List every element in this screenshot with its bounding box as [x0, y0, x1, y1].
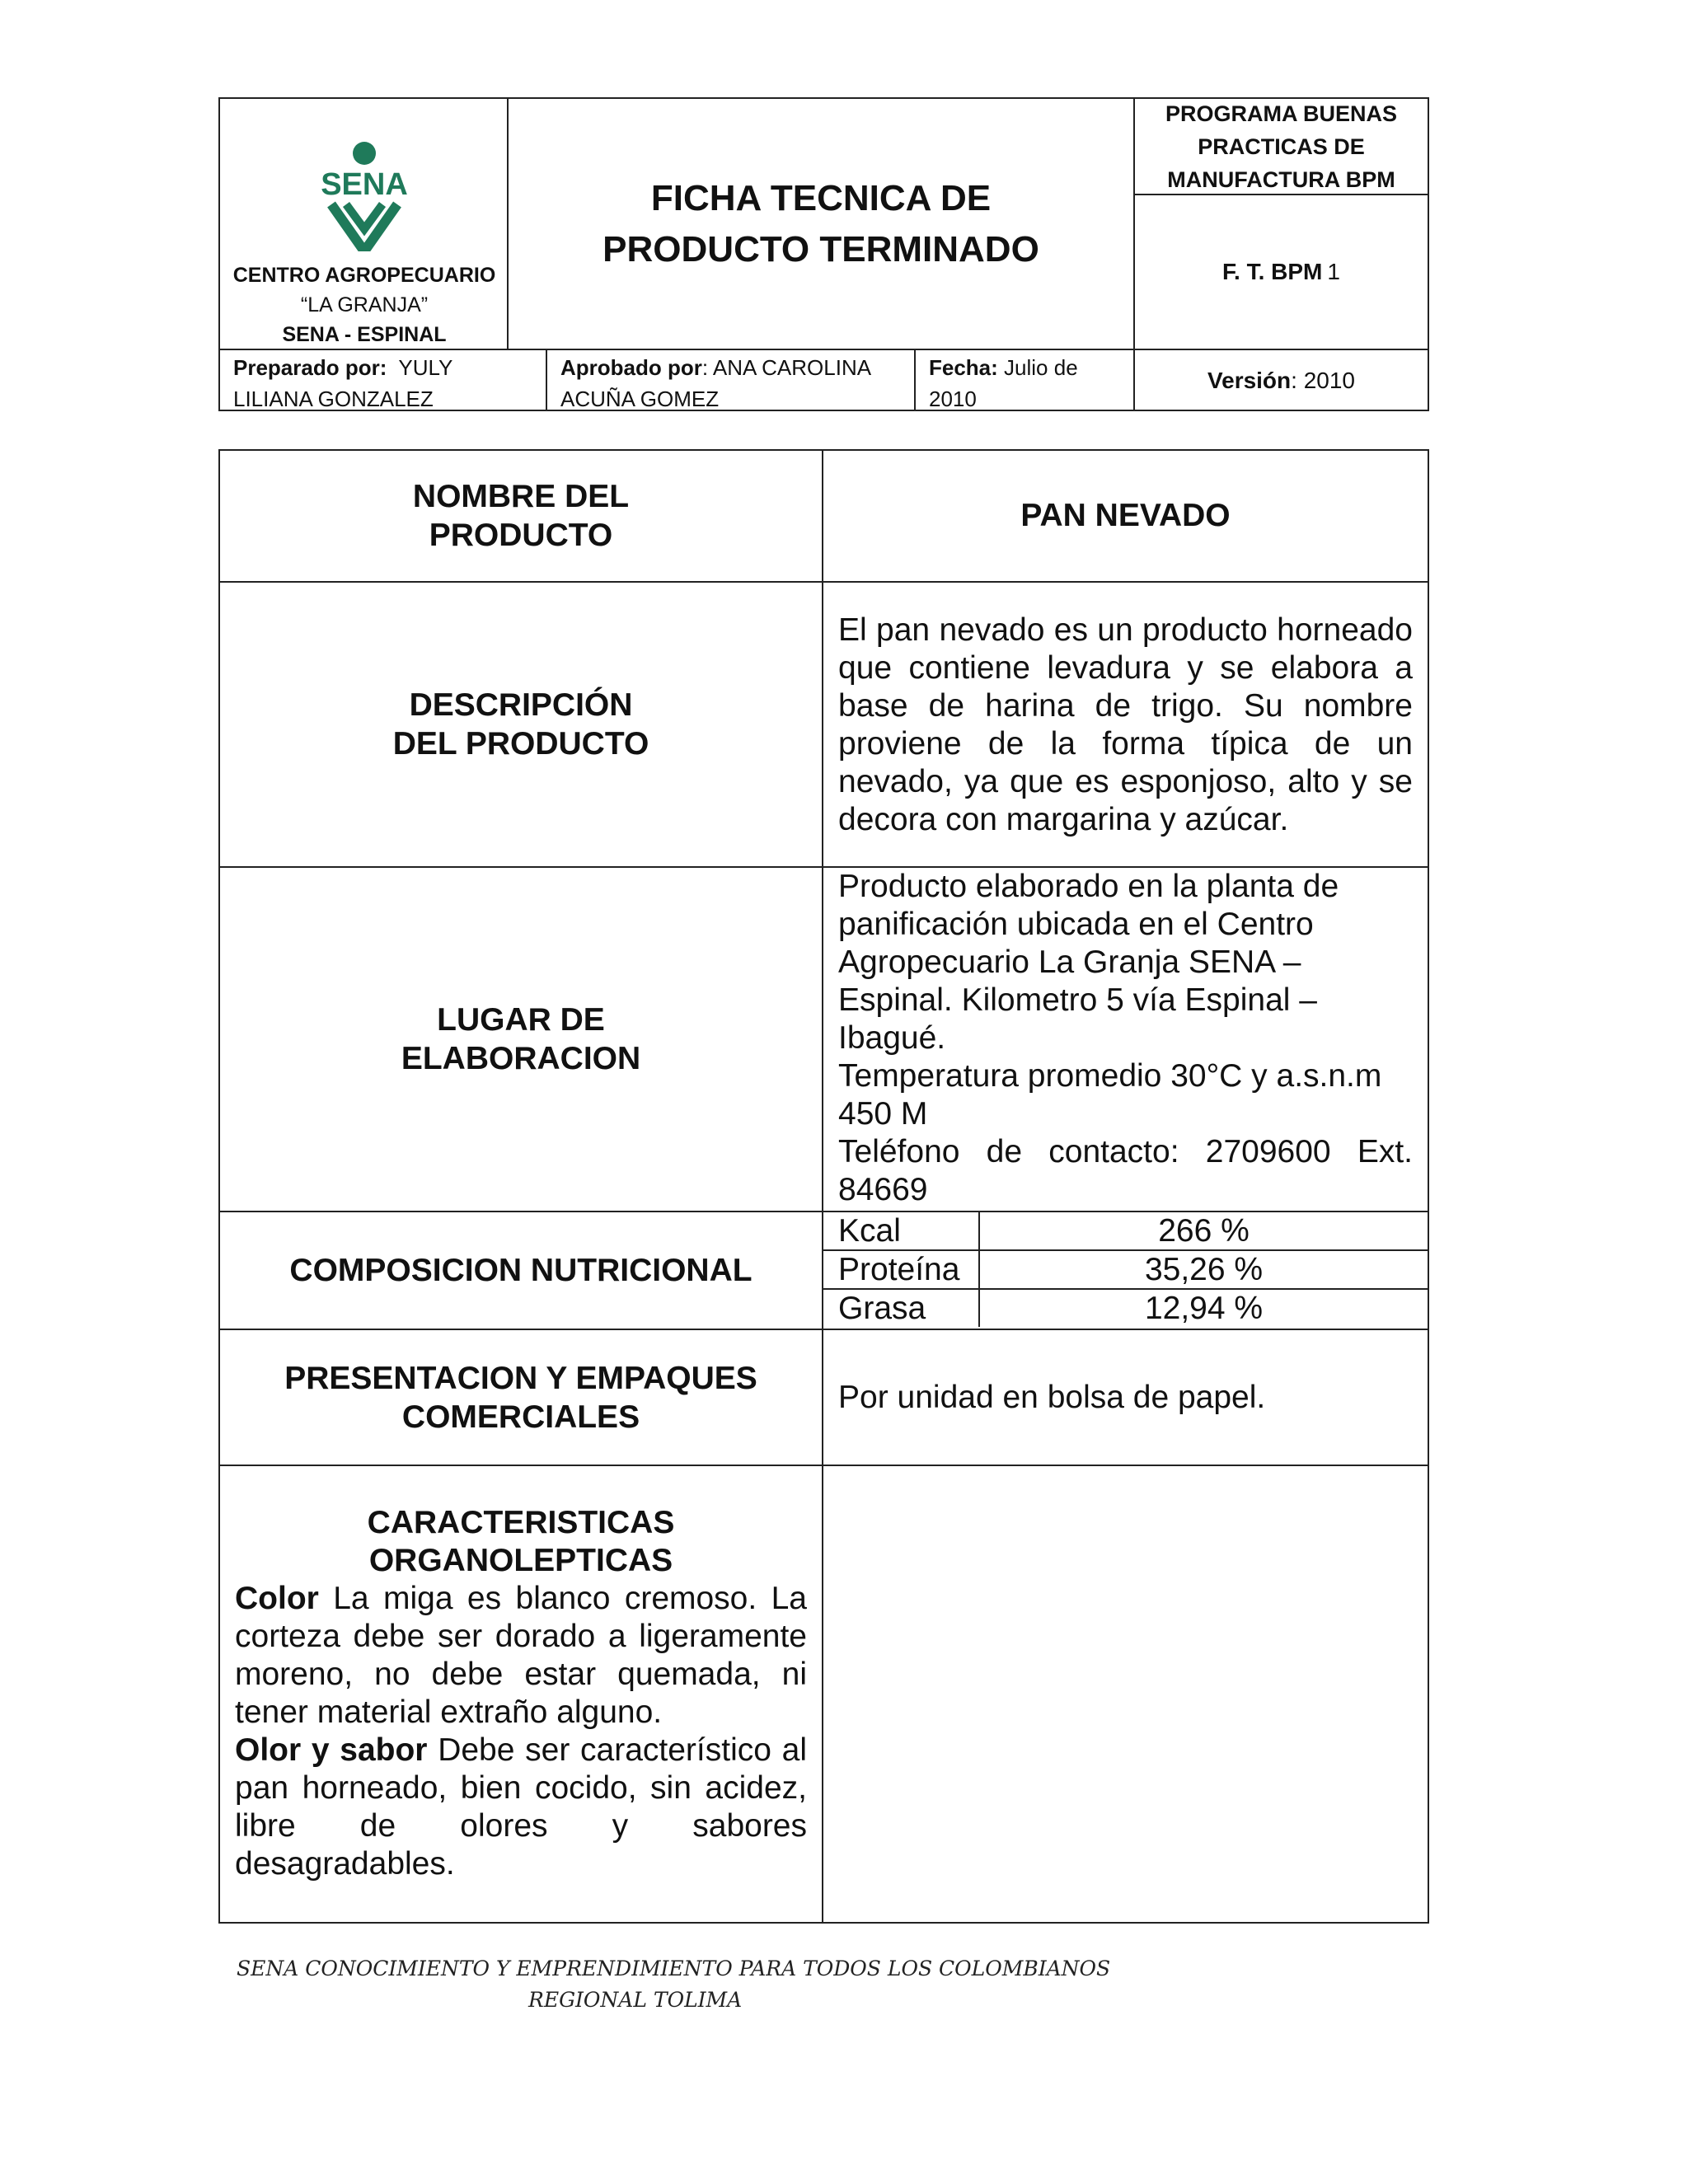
product-name-label [220, 451, 822, 581]
description-value: El pan nevado es un producto horneado que contiene levadura y se elabora a base de harina de trigo. Su nombre proviene de la forma típica de un nevado, ya que es esponjoso, alto y se decora con margarina y azúcar. [838, 612, 1413, 837]
smell-text: Debe ser característico al pan horneado, bien cocido, sin acidez, libre de olores y sabores desagradables. [235, 1732, 807, 1882]
product-name-label-line1: NOMBRE DEL [412, 479, 630, 514]
packaging-value: Por unidad en bolsa de papel. [838, 1379, 1266, 1415]
nutrition-value: 266 % [978, 1212, 1428, 1249]
product-spec-table [218, 449, 1429, 1924]
sena-logo [307, 140, 422, 251]
nutrition-row [823, 1212, 1428, 1251]
description-label-line1: DESCRIPCIÓN [409, 687, 633, 723]
nutrition-label: COMPOSICION NUTRICIONAL [289, 1253, 753, 1288]
prepared-by-label: Preparado por: [233, 355, 387, 380]
center-name-line2: “LA GRANJA” [300, 293, 429, 316]
program-name: PROGRAMA BUENAS PRACTICAS DE MANUFACTURA BPM [1165, 101, 1397, 192]
footer-slogan: SENA CONOCIMIENTO Y EMPRENDIMIENTO PARA TODOS LOS COLOMBIANOS [237, 1957, 1111, 1980]
document-code-value: 1 [1327, 259, 1340, 284]
version-value: : 2010 [1291, 368, 1356, 393]
logo-text: SENA [321, 167, 408, 202]
product-name-value: PAN NEVADO [1020, 498, 1231, 533]
packaging-label-line2: COMERCIALES [401, 1399, 640, 1435]
title-line1: FICHA TECNICA DE [650, 177, 992, 218]
nutrition-name: Kcal [838, 1213, 901, 1249]
nutrition-value: 35,26 % [978, 1251, 1428, 1288]
nutrition-name: Grasa [838, 1291, 926, 1326]
footer-region: REGIONAL TOLIMA [528, 1988, 743, 2012]
nutrition-row [823, 1251, 1428, 1290]
place-label [220, 868, 822, 1211]
document-code-cell [1135, 195, 1428, 349]
approved-by-label: Aprobado por [560, 355, 702, 380]
date-label: Fecha: [929, 355, 998, 380]
document-title [509, 99, 1135, 349]
description-label [220, 583, 822, 866]
approval-row [220, 349, 1428, 411]
place-value-climate: Temperatura promedio 30°C y a.s.n.m 450 M [838, 1058, 1382, 1132]
packaging-label [220, 1330, 822, 1465]
organoleptic-cell [220, 1465, 822, 1922]
organoleptic-title-line1: CARACTERISTICAS [367, 1505, 675, 1540]
place-value [823, 868, 1428, 1209]
place-value-phone: Teléfono de contacto: 2709600 Ext. 84669 [838, 1134, 1413, 1207]
smell-label: Olor y sabor [235, 1732, 428, 1768]
nutrition-row [823, 1290, 1428, 1329]
date-value: Julio de 2010 [929, 355, 1078, 411]
approved-by [547, 350, 916, 411]
version-label: Versión [1207, 368, 1292, 393]
product-name-label-line2: PRODUCTO [429, 518, 613, 553]
place-label-line1: LUGAR DE [437, 1002, 605, 1038]
prepared-by [220, 350, 547, 411]
footer [237, 1953, 1143, 2016]
place-value-address: Producto elaborado en la planta de panificación ubicada en el Centro Agropecuario La Granja SENA – Espinal. Kilometro 5 vía Espinal – Ibagué. [838, 869, 1339, 1056]
logo-cell [220, 99, 509, 349]
nutrition-name: Proteína [838, 1252, 960, 1287]
center-name-line3: SENA - ESPINAL [282, 323, 447, 346]
version [1135, 350, 1428, 411]
center-name-line1: CENTRO AGROPECUARIO [232, 264, 496, 287]
document-header [218, 97, 1429, 411]
title-line2: PRODUCTO TERMINADO [603, 228, 1039, 269]
approved-by-value: : ANA CAROLINA ACUÑA GOMEZ [560, 355, 870, 411]
document-code-label: F. T. BPM [1222, 259, 1323, 284]
prepared-by-value: YULY LILIANA GONZALEZ [233, 355, 452, 411]
color-text: La miga es blanco cremoso. La corteza debe ser dorado a ligeramente moreno, no debe estar quemada, ni tener material extraño alguno. [235, 1581, 807, 1730]
smell-paragraph [235, 1732, 807, 1883]
nutrition-value: 12,94 % [978, 1290, 1428, 1327]
description-label-line2: DEL PRODUCTO [392, 726, 649, 762]
place-label-line2: ELABORACION [401, 1041, 641, 1076]
color-label: Color [235, 1581, 319, 1616]
program-name-cell [1135, 99, 1428, 195]
organoleptic-title-line2: ORGANOLEPTICAS [368, 1543, 673, 1578]
packaging-label-line1: PRESENTACION Y EMPAQUES [284, 1360, 757, 1396]
center-name [220, 260, 509, 349]
organoleptic-title [235, 1504, 807, 1580]
color-paragraph [235, 1580, 807, 1732]
date [916, 350, 1135, 411]
